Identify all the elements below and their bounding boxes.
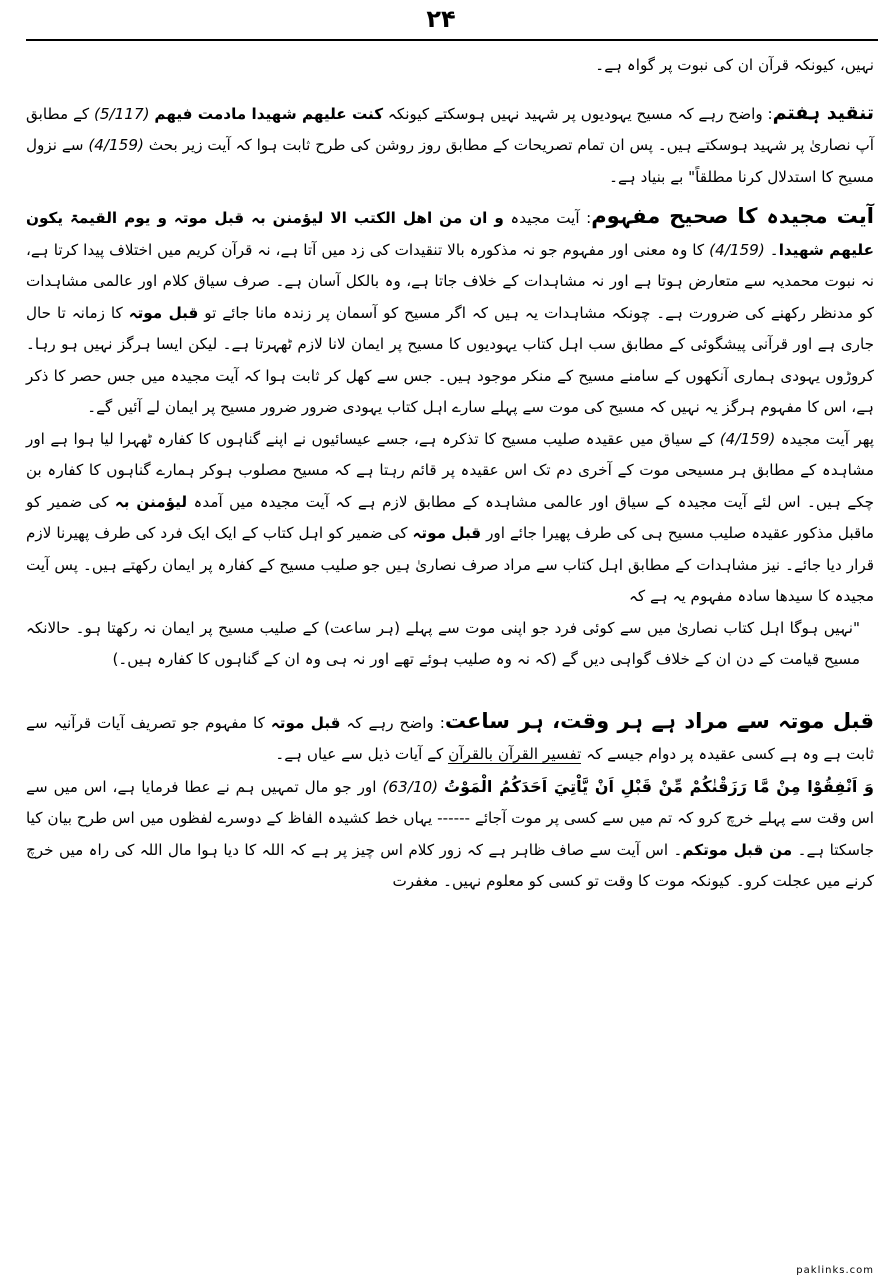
arabic-verse: وَ اَنْفِقُوْا مِنْ مَّا رَزَقْنٰكُمْ مِّنْ قَبْلِ اَنْ يَّاْتِيَ اَحَدَكُمُ الْمَوْتُ: [444, 776, 874, 796]
quoted-verse: و ان من اھل الکتب الا لیؤمنن بہ قبل موتہ و یوم القیمۃ یکون علیھم شھیدا: [26, 209, 875, 259]
bold-term: قبل موتہ: [128, 303, 199, 322]
body-text: : واضح رہے کہ مسیح یہودیوں پر شہید نہیں ہوسکتے کیونکہ: [383, 104, 773, 123]
body-text: کے آیات ذیل سے عیاں ہے۔: [275, 745, 449, 763]
body-text: ۔: [764, 240, 779, 259]
header-rule: [26, 39, 878, 41]
paragraph-continuation: نہیں، کیونکہ قرآن ان کی نبوت پر گواہ ہے۔: [595, 56, 874, 74]
body-text: کے مطابق آپ نصاریٰ پر شہید ہوسکتے ہیں۔ پس ان تمام تصریحات کے مطابق روز روشن کی طرح ثابت ہوا کہ آیت زیر بحث: [26, 104, 874, 154]
spacer: [26, 193, 874, 201]
verse-reference: (4/159): [709, 240, 765, 259]
spacer: [26, 82, 874, 98]
paragraph-before-death-meaning: [26, 706, 874, 771]
page-body: [26, 50, 874, 898]
body-text: کا مفہوم جو تصریف آیات قرآنیہ سے ثابت ہے وہ ہے کسی عقیدہ پر دوام جیسے کہ: [26, 713, 874, 763]
paragraph-correct-meaning: [26, 201, 874, 424]
bold-term: من قبل موتکم: [682, 840, 793, 859]
paragraph-criticism-seven: [26, 98, 874, 194]
spacer: [26, 676, 874, 706]
body-text: : واضح رہے کہ: [340, 713, 445, 732]
body-text: کی ضمیر کو ماقبل مذکور عقیدہ صلیب مسیح ہی کی طرف پھیرا جائے اور: [26, 492, 874, 542]
body-text: کا وہ معنی اور مفہوم جو نہ مذکورہ بالا تنقیدات کی زد میں آتا ہے، نہ قرآن کریم میں اختلاف پیدا کرتا ہے، نہ نبوت محمدیہ سے متعارض ہوتا ہے اور نہ مشاہدات کے خلاف جاتا ہے، وہ بالکل آسان ہے۔ صرف سیاق کلام اور عالمی مشاہدات کو مدنظر رکھنے کی ضرورت ہے۔ چونکہ مشاہدات یہ ہیں کہ اگر مسیح کو آسمان پر زندہ مانا جائے تو: [26, 240, 875, 322]
body-text: سے نزول مسیح کا استدلال کرنا مطلقاً" بے بنیاد ہے۔: [26, 136, 874, 186]
section-heading: تنقید ہفتم: [772, 101, 875, 124]
verse-reference: (63/10): [382, 777, 439, 796]
body-text: کے سیاق میں عقیدہ صلیب مسیح کا تذکرہ ہے، جسے عیسائیوں نے اپنے گناہوں کا کفارہ ٹھہرا لیا ہوا ہے اور مشاہدہ کے مطابق ہر مسیحی موت کے آخری دم تک اس عقیدہ پر قائم رہتا ہے کہ مسیح مصلوب ہوکر ہمارے گناہوں کا کفارہ بن چکے ہیں۔ اس لئے آیت مجیدہ کے سیاق اور عالمی مشاہدہ کے مطابق لازم ہے کہ آیت مجیدہ میں آمدہ: [26, 429, 874, 511]
body-text: اور جو مال تمہیں ہم نے عطا فرمایا ہے، اس میں سے اس وقت سے پہلے خرچ کرو کہ تم میں سے کسی پر موت آجائے ------ یہاں خط کشیدہ الفاظ کے دوسرے لفظوں میں اس طرح بیان کیا جاسکتا ہے۔: [26, 777, 874, 859]
bold-term: قبل موتہ: [270, 713, 341, 732]
page-number: ۲۴: [426, 5, 456, 33]
verse-reference: (4/159): [719, 429, 776, 448]
body-text: : آیت مجیدہ: [503, 209, 592, 227]
body-text: کی ضمیر کو اہل کتاب کے ایک ایک فرد کی طرف پھیرنا لازم قرار دیا جائے۔ نیز مشاہدات کے مطابق اہل کتاب سے مراد صرف نصاریٰ ہیں جو صلیب مسیح کے کفارہ پر ایمان رکھتے ہیں۔ پس آیت مجیدہ کا سیدھا سادہ مفہوم یہ ہے کہ: [26, 524, 874, 605]
site-watermark: paklinks.com: [796, 1265, 874, 1276]
body-text: پھر آیت مجیدہ: [775, 429, 874, 448]
quoted-verse: کنت علیھم شھیدا مادمت فیھم: [154, 104, 384, 123]
bold-term: لیؤمنن بہ: [114, 492, 188, 511]
verse-reference: (5/117): [93, 104, 150, 123]
verse-reference: (4/159): [88, 136, 144, 154]
paragraph-quoted-meaning: "نہیں ہوگا اہل کتاب نصاریٰ میں سے کوئی فرد جو اپنی موت سے پہلے (ہر ساعت) کے صلیب مسیح پر ایمان نہ رکھتا ہو۔ حالانکہ مسیح قیامت کے دن ان کے خلاف گواہی دیں گے (کہ نہ وہ صلیب ہوئے تھے اور نہ ہی وہ ان کے گناہوں کا کفارہ ہیں۔): [26, 618, 860, 668]
bold-term: قبل موتہ: [412, 524, 482, 542]
body-text: ۔ اس آیت سے صاف ظاہر ہے کہ زور کلام اس چیز پر ہے کہ اللہ کا دیا ہوا مال اللہ کی راہ میں خرچ کرنے میں عجلت کرو۔ کیونکہ موت کا وقت تو کسی کو معلوم نہیں۔ مغفرت: [26, 840, 874, 890]
paragraph-crucifixion-context: [26, 424, 874, 613]
section-heading: قبل موتہ سے مراد ہے ہر وقت، ہر ساعت: [444, 708, 874, 733]
paragraph-verse-63-10: [26, 771, 874, 898]
body-text: کا زمانہ تا حال جاری ہے اور قرآنی پیشگوئی کے مطابق سب اہل کتاب یہودیوں کا مسیح پر ایمان لانا لازم ٹھہرتا ہے۔ لیکن ایسا ہرگز نہیں ہو رہا۔ کروڑوں یہودی ہماری آنکھوں کے سامنے مسیح کے منکر موجود ہیں۔ جس سے کھل کر ثابت ہوا کہ آیت مجیدہ میں جس حصر کا ذکر ہے، اس کا مفہوم ہرگز یہ نہیں کہ مسیح کی موت سے پہلے سارے اہل کتاب یہودی ضرور ضرور مسیح پر ایمان لے آئیں گے۔: [26, 303, 874, 416]
underlined-term: تفسیر القرآن بالقرآن: [448, 745, 582, 763]
section-heading: آیت مجیدہ کا صحیح مفہوم: [591, 204, 874, 228]
